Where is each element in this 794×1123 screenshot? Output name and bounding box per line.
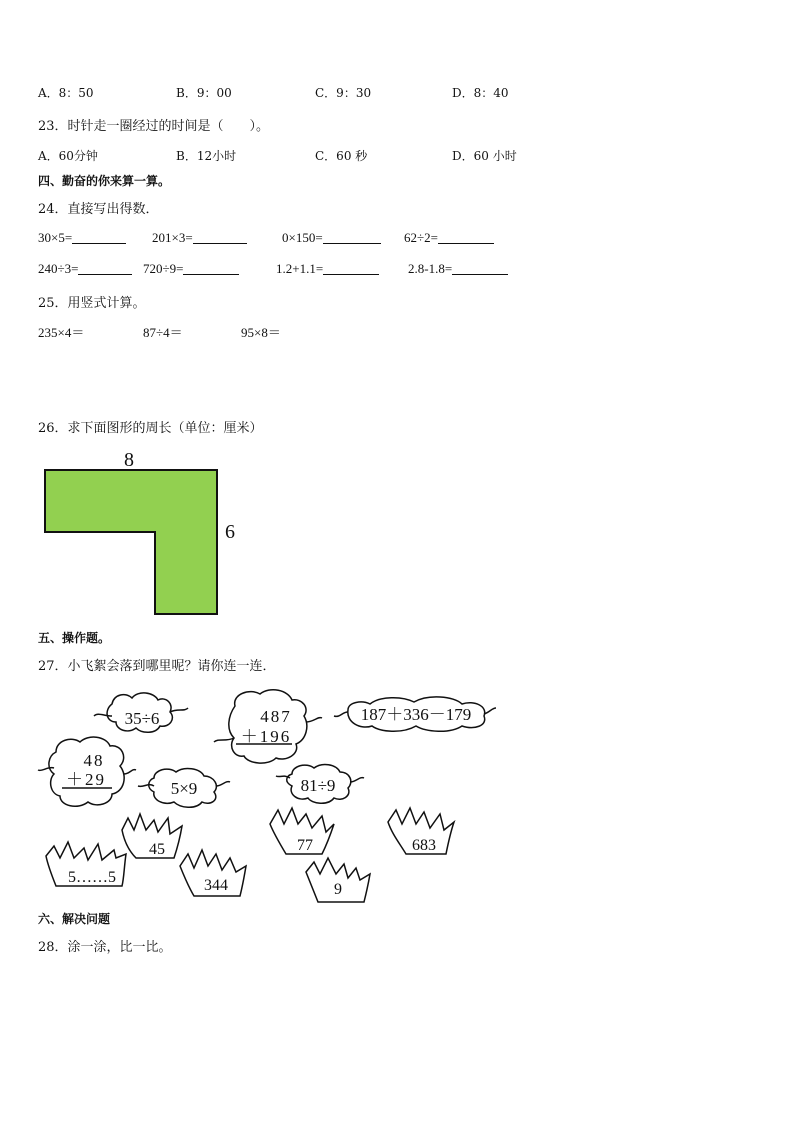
grass-6-number: 9 (334, 881, 342, 898)
q24-item: 720÷9= (143, 261, 239, 277)
top-length-label: 8 (124, 449, 134, 471)
q27-stem: 27．小飞絮会落到哪里呢？请你连一连． (38, 659, 276, 674)
q24-item: 0×150= (282, 230, 381, 246)
q23-option-b: B．12小时 (176, 149, 237, 163)
cloud-1-tail (170, 708, 188, 712)
q25-item: 95×8＝ (241, 325, 281, 340)
q28-stem: 28．涂一涂，比一比。 (38, 940, 172, 955)
l-shape-polygon (45, 470, 217, 614)
cloud-4-tail (124, 770, 136, 774)
grass-3-number: 683 (412, 837, 436, 854)
grass-5-number: 344 (204, 877, 228, 894)
section5-title: 五、操作题。 (38, 631, 111, 645)
grass-2-number: 77 (297, 837, 313, 854)
dandelion-matching-figure (30, 682, 510, 904)
q25-item: 235×4＝ (38, 325, 85, 340)
section4-title: 四、勤奋的你来算一算。 (38, 174, 171, 188)
q23-stem: 23．时针走一圈经过的时间是（ ）。 (38, 119, 270, 134)
cloud-1-tail (94, 714, 112, 716)
cloud-2-bottom-number: ＋196 (240, 727, 292, 746)
cloud-2-tail (306, 718, 322, 722)
q22-option-b: B．9：00 (176, 86, 232, 100)
cloud-3-tail (484, 708, 496, 714)
q24-item: 240÷3= (38, 261, 132, 277)
answer-blank[interactable] (183, 262, 239, 275)
q23-option-a: A．60分钟 (38, 149, 98, 163)
q23-option-d: D．60 小时 (452, 149, 517, 163)
cloud-5-tail (216, 782, 230, 786)
answer-blank[interactable] (438, 231, 494, 244)
cloud-4-tail (38, 768, 54, 771)
q22-option-c: C．9：30 (315, 86, 372, 100)
answer-blank[interactable] (78, 262, 132, 275)
q25-stem: 25．用竖式计算。 (38, 296, 146, 311)
section6-title: 六、解决问题 (38, 912, 111, 926)
side-length-label: 6 (225, 521, 235, 543)
q24-stem: 24．直接写出得数． (38, 202, 159, 217)
cloud-6-tail (276, 776, 290, 778)
answer-blank[interactable] (323, 231, 381, 244)
answer-blank[interactable] (193, 231, 247, 244)
answer-blank[interactable] (323, 262, 379, 275)
answer-blank[interactable] (452, 262, 508, 275)
cloud-1-expression: 35÷6 (124, 709, 160, 728)
cloud-6-tail (350, 778, 364, 782)
cloud-4-bottom-number: ＋29 (66, 770, 106, 789)
q24-item: 62÷2= (404, 230, 494, 246)
cloud-4-top-number: 48 (83, 751, 105, 770)
q25-item: 87÷4＝ (143, 325, 183, 340)
answer-blank[interactable] (72, 231, 126, 244)
q24-item: 2.8-1.8= (408, 261, 508, 277)
q23-option-c: C．60 秒 (315, 149, 368, 163)
q24-item: 201×3= (152, 230, 247, 246)
q22-option-a: A．8：50 (38, 86, 94, 100)
cloud-2-tail (214, 738, 234, 742)
cloud-3-tail (334, 712, 348, 716)
cloud-5-expression: 5×9 (170, 779, 198, 798)
q26-stem: 26．求下面图形的周长（单位：厘米） (38, 421, 263, 436)
cloud-3-expression: 187＋336－179 (360, 705, 472, 724)
cloud-6-expression: 81÷9 (300, 776, 336, 795)
q24-item: 30×5= (38, 230, 126, 246)
q24-item: 1.2+1.1= (276, 261, 379, 277)
q22-option-d: D．8：40 (452, 86, 509, 100)
grass-4-number: 5……5 (68, 869, 116, 886)
l-shape-figure (40, 448, 260, 620)
grass-1-number: 45 (149, 841, 165, 858)
cloud-5-tail (138, 785, 154, 787)
cloud-2-top-number: 487 (260, 707, 292, 726)
